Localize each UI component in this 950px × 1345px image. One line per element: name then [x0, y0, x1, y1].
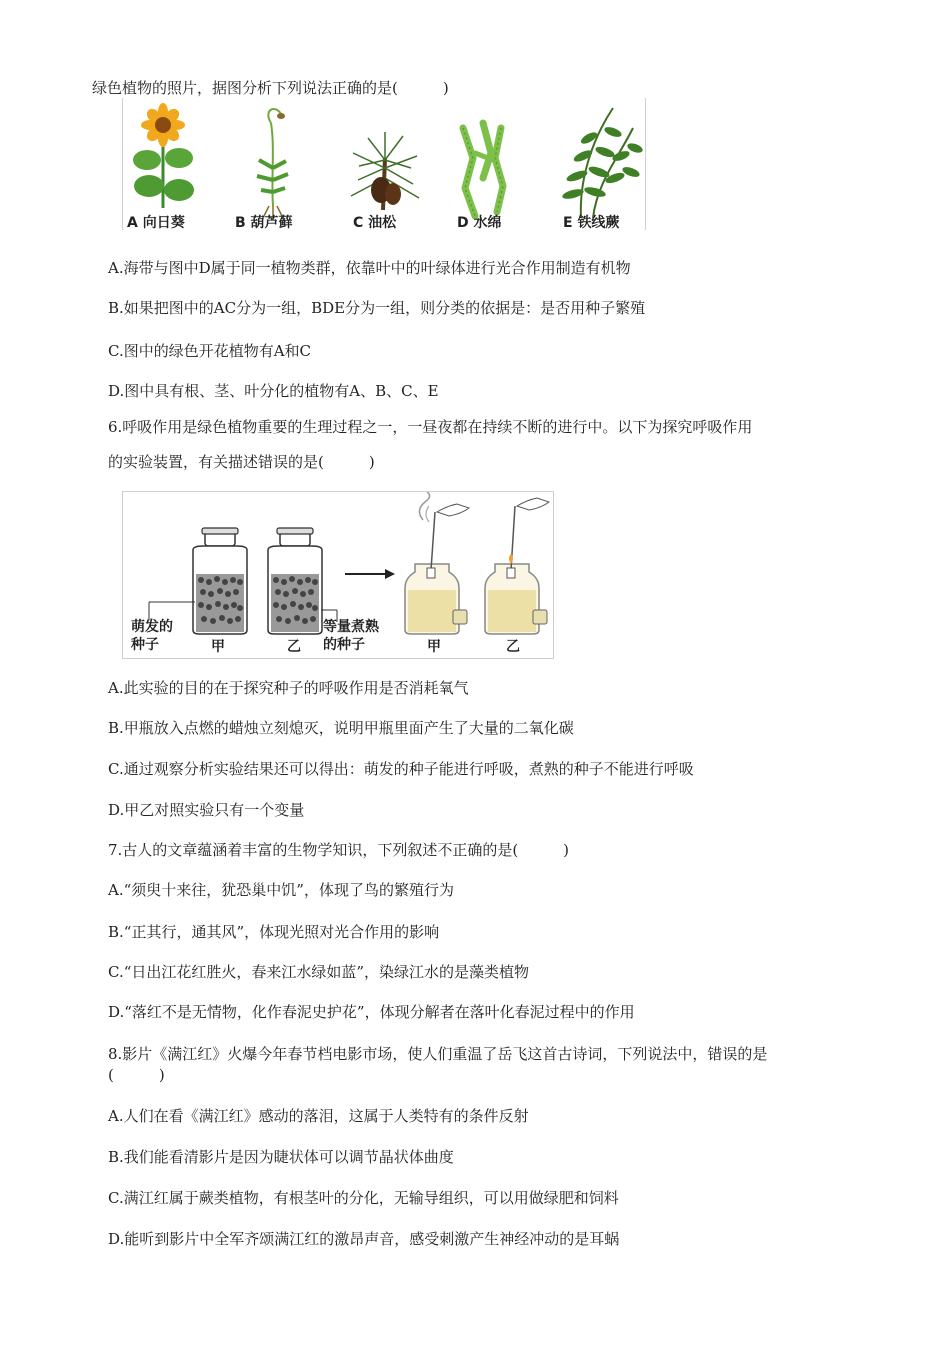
q6-stem-line1: 6.呼吸作用是绿色植物重要的生理过程之一，一昼夜都在持续不断的进行中。以下为探究呼吸作用 [108, 418, 753, 436]
q5-option-a: A.海带与图中D属于同一植物类群，依靠叶中的叶绿体进行光合作用制造有机物 [108, 259, 631, 277]
fern-icon [561, 108, 644, 218]
label-germinating-seeds-2: 种子 [131, 637, 159, 653]
plant-figure-drawing [123, 98, 645, 230]
q7-option-a: A.“须臾十来往，犹恐巢中饥”，体现了鸟的繁殖行为 [108, 881, 454, 899]
moss-icon [257, 109, 288, 220]
label-boiled-seeds-1: 等量煮熟 [323, 619, 379, 635]
plant-label-a: A 向日葵 [127, 215, 185, 231]
pine-icon [351, 132, 419, 210]
q5-option-d: D.图中具有根、茎、叶分化的植物有A、B、C、E [108, 382, 439, 400]
q6-option-c: C.通过观察分析实验结果还可以得出：萌发的种子能进行呼吸，煮熟的种子不能进行呼吸 [108, 760, 694, 778]
plant-label-b: B 葫芦藓 [235, 215, 293, 231]
q6-option-a: A.此实验的目的在于探究种子的呼吸作用是否消耗氧气 [108, 679, 469, 697]
jar-jia-candle-icon [405, 492, 469, 634]
spirogyra-icon [463, 123, 503, 216]
q7-option-d: D.“落红不是无情物，化作春泥史护花”，体现分解者在落叶化春泥过程中的作用 [108, 1003, 635, 1021]
q5-stem: 绿色植物的照片，据图分析下列说法正确的是( ) [92, 79, 449, 97]
q8-stem-line1: 8.影片《满江红》火爆今年春节档电影市场，使人们重温了岳飞这首古诗词，下列说法中，错误的是 [108, 1045, 768, 1063]
plant-label-c: C 油松 [353, 215, 397, 231]
label-jar-jia: 甲 [211, 639, 225, 655]
q7-option-c: C.“日出江花红胜火，春来江水绿如蓝”，染绿江水的是藻类植物 [108, 963, 530, 981]
q8-option-b: B.我们能看清影片是因为睫状体可以调节晶状体曲度 [108, 1148, 454, 1166]
plant-label-e: E 铁线蕨 [563, 215, 620, 231]
label-jar-yi: 乙 [287, 639, 301, 655]
q7-option-b: B.“正其行，通其风”，体现光照对光合作用的影响 [108, 923, 440, 941]
q8-stem-line2: ( ) [108, 1066, 165, 1084]
jar-jia-sealed-icon [193, 528, 247, 634]
arrow-right-icon [345, 569, 395, 579]
q6-stem-line2: 的实验装置，有关描述错误的是( ) [108, 453, 375, 471]
jar-yi-candle-icon [485, 498, 549, 634]
label-jar-jia-result: 甲 [427, 639, 441, 655]
q6-option-b: B.甲瓶放入点燃的蜡烛立刻熄灭，说明甲瓶里面产生了大量的二氧化碳 [108, 719, 574, 737]
respiration-apparatus-figure [122, 491, 554, 659]
jar-yi-sealed-icon [268, 528, 322, 634]
q6-option-d: D.甲乙对照实验只有一个变量 [108, 801, 305, 819]
q5-option-c: C.图中的绿色开花植物有A和C [108, 342, 312, 360]
label-germinating-seeds-1: 萌发的 [131, 619, 173, 635]
q8-option-d: D.能听到影片中全军齐颂满江红的激昂声音，感受刺激产生神经冲动的是耳蜗 [108, 1230, 620, 1248]
sunflower-icon [133, 103, 194, 208]
q8-option-a: A.人们在看《满江红》感动的落泪，这属于人类特有的条件反射 [108, 1107, 529, 1125]
plant-label-d: D 水绵 [457, 215, 502, 231]
q7-stem: 7.古人的文章蕴涵着丰富的生物学知识，下列叙述不正确的是( ) [108, 841, 570, 859]
plant-figure [122, 98, 646, 230]
label-jar-yi-result: 乙 [506, 639, 520, 655]
label-boiled-seeds-2: 的种子 [323, 637, 365, 653]
q8-option-c: C.满江红属于蕨类植物，有根茎叶的分化，无输导组织，可以用做绿肥和饲料 [108, 1189, 619, 1207]
q5-option-b: B.如果把图中的AC分为一组，BDE分为一组，则分类的依据是：是否用种子繁殖 [108, 299, 646, 317]
